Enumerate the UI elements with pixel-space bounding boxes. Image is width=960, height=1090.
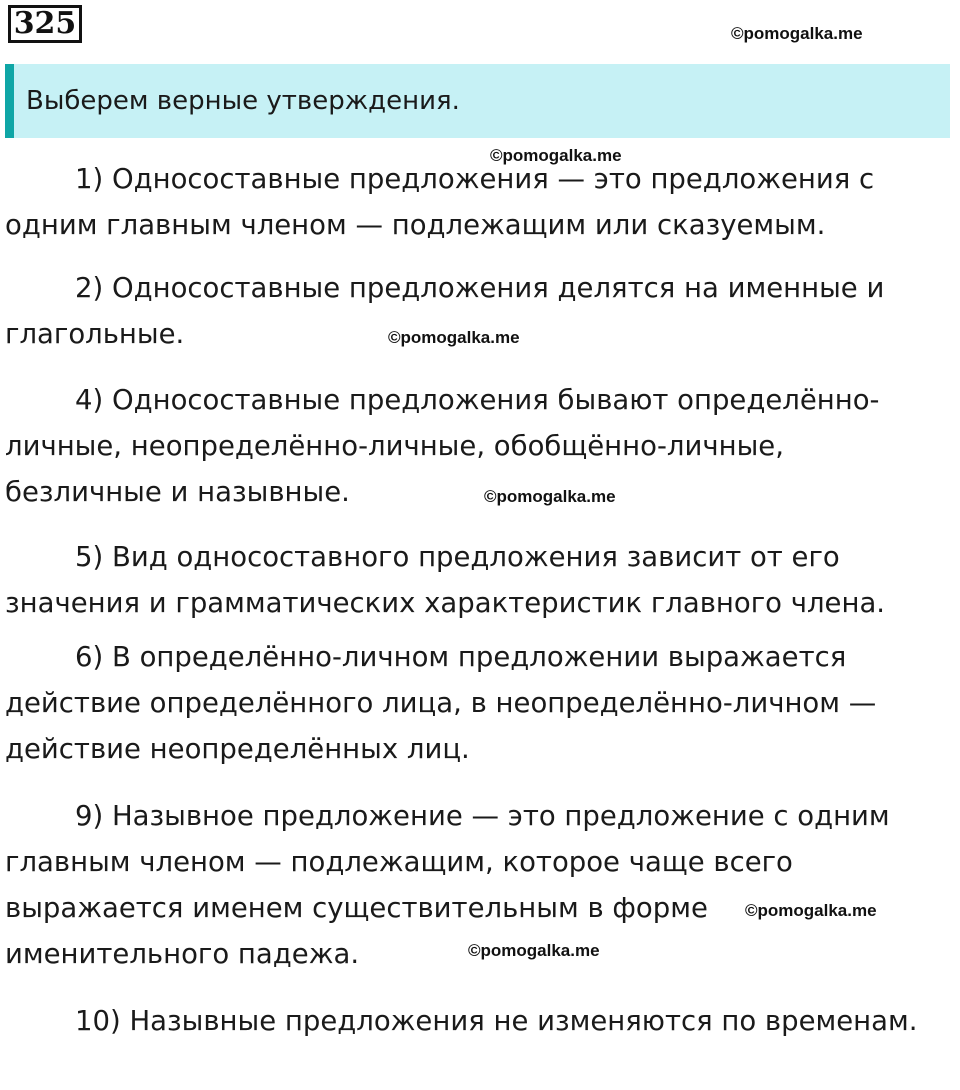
statement-1: 1) Односоставные предложения — это предложения с одним главным членом — подлежащим или сказуемым. xyxy=(5,163,875,241)
watermark: ©pomogalka.me xyxy=(388,328,520,347)
watermark: ©pomogalka.me xyxy=(745,901,877,920)
statement-10: 10) Назывные предложения не изменяются по временам. xyxy=(75,1005,918,1037)
statement-6: 6) В определённо-личном предложении выражается действие определённого лица, в неопределённо-личном — действие неопределённых лиц. xyxy=(5,641,877,765)
watermark: ©pomogalka.me xyxy=(484,487,616,506)
statement-2: 2) Односоставные предложения делятся на именные и глагольные. xyxy=(5,272,885,350)
statement-5: 5) Вид односоставного предложения зависит от его значения и грамматических характеристик главного члена. xyxy=(5,541,886,619)
watermark-header: ©pomogalka.me xyxy=(731,24,863,43)
section-banner xyxy=(5,64,950,138)
task-number-badge: 325 xyxy=(8,5,82,43)
statement-4: 4) Односоставные предложения бывают определённо-личные, неопределённо-личные, обобщённо-личные, безличные и назывные. xyxy=(5,384,880,508)
banner-title: Выберем верные утверждения. xyxy=(26,86,460,116)
statement-9: 9) Назывное предложение — это предложение с одним главным членом — подлежащим, которое чаще всего выражается именем существительным в форме именительного падежа. xyxy=(5,800,890,970)
watermark: ©pomogalka.me xyxy=(468,941,600,960)
watermark: ©pomogalka.me xyxy=(490,146,622,165)
